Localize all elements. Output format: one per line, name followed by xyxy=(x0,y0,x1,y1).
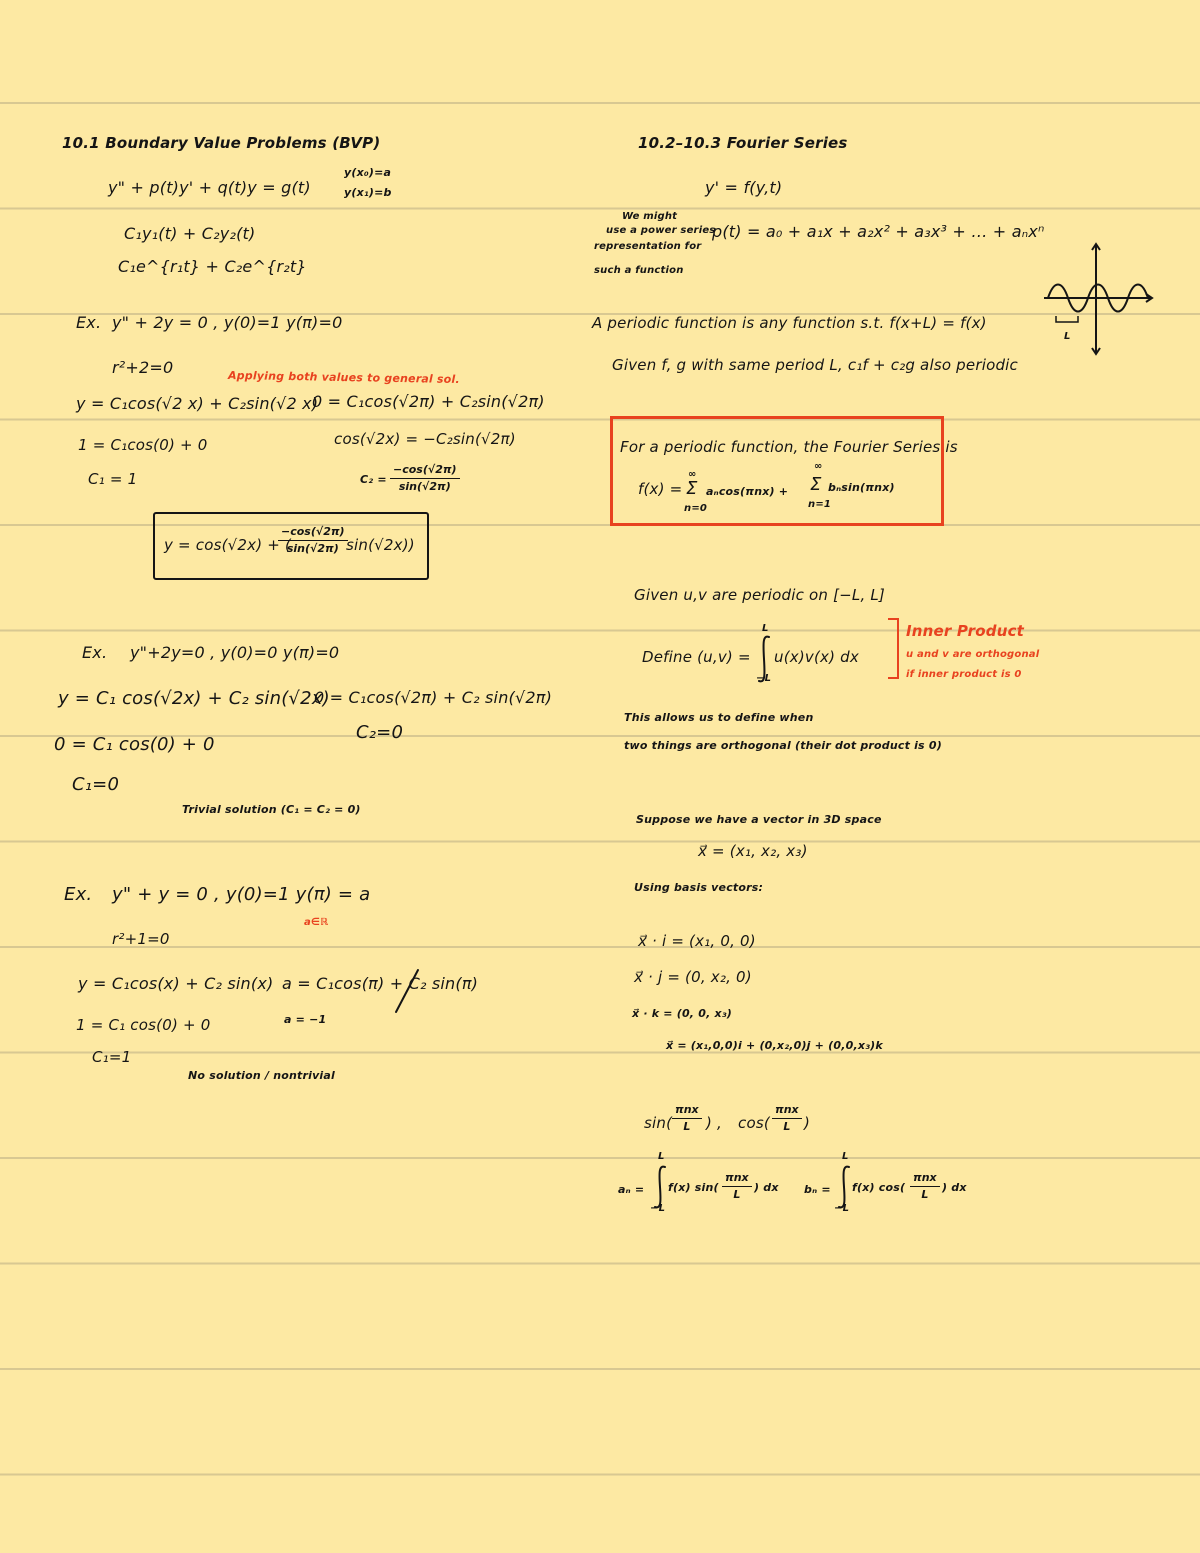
bn-denominator: L xyxy=(921,1188,929,1202)
bn-lower-limit: −L xyxy=(834,1203,850,1214)
example-1-c2-fraction xyxy=(390,464,460,493)
basis-i: x⃗ · i = (x₁, 0, 0) xyxy=(638,932,756,950)
example-3-general-solution: y = C₁cos(x) + C₂ sin(x) xyxy=(78,974,274,993)
inner-product-upper-limit: L xyxy=(762,623,769,634)
cos-basis-denominator: L xyxy=(783,1120,791,1134)
inner-product-title: Inner Product xyxy=(906,622,1025,640)
sin-basis-numerator: πnx xyxy=(672,1104,702,1119)
basis-intro: Using basis vectors: xyxy=(634,881,764,894)
an-integrand-start: f(x) sin( xyxy=(668,1181,719,1194)
example-1-final-numerator: −cos(√2π) xyxy=(278,526,348,541)
example-2-general-solution: y = C₁ cos(√2x) + C₂ sin(√2x) xyxy=(58,688,330,709)
example-1-final-rhs: sin(√2x)) xyxy=(346,536,415,554)
example-3-bc-zero: 1 = C₁ cos(0) + 0 xyxy=(76,1016,211,1034)
an-integrand-end: ) dx xyxy=(754,1181,779,1194)
side-note-line-2: use a power series xyxy=(606,225,716,236)
cos-basis-lhs: cos( xyxy=(738,1114,770,1132)
example-3-label: Ex. xyxy=(64,884,93,905)
example-1-final-fraction xyxy=(278,526,348,555)
inner-product-integrand: u(x)v(x) dx xyxy=(774,648,859,666)
inner-product-define: Define (u,v) = xyxy=(642,648,751,666)
section-heading-fourier: 10.2–10.3 Fourier Series xyxy=(638,134,848,152)
strike-through-mark xyxy=(392,966,422,1016)
section-heading-bvp: 10.1 Boundary Value Problems (BVP) xyxy=(62,134,381,152)
inner-product-orthogonal-note-2: if inner product is 0 xyxy=(906,669,1022,680)
example-3-a-value: a = −1 xyxy=(284,1013,327,1026)
sin-basis-lhs: sin( xyxy=(644,1114,673,1132)
given-u-v-periodic: Given u,v are periodic on [−L, L] xyxy=(634,586,885,604)
bn-lhs: bₙ = xyxy=(804,1183,831,1196)
periodic-function-definition: A periodic function is any function s.t. f(x+L) = f(x) xyxy=(592,314,987,332)
example-1-general-solution: y = C₁cos(√2 x) + C₂sin(√2 x) xyxy=(76,394,319,413)
an-denominator: L xyxy=(733,1188,741,1202)
bn-numerator: πnx xyxy=(910,1172,940,1187)
red-bracket xyxy=(884,616,906,682)
periodic-linear-combination: Given f, g with same period L, c₁f + c₂g also periodic xyxy=(612,356,1018,374)
sum-2-sigma: Σ xyxy=(810,474,822,495)
vector-intro: Suppose we have a vector in 3D space xyxy=(636,813,882,826)
sin-basis-denominator: L xyxy=(683,1120,691,1134)
cosine-terms: aₙcos(πnx) + xyxy=(706,485,789,498)
general-solution-form: C₁y₁(t) + C₂y₂(t) xyxy=(124,224,256,243)
example-3-problem: y" + y = 0 , y(0)=1 y(π) = a xyxy=(112,884,371,905)
cos-basis-fraction xyxy=(772,1104,802,1133)
example-1-c1: C₁ = 1 xyxy=(88,470,138,488)
example-1-problem: y" + 2y = 0 , y(0)=1 y(π)=0 xyxy=(112,313,343,332)
example-1-c2-label: C₂ = xyxy=(360,473,387,486)
example-1-label: Ex. xyxy=(76,313,102,332)
side-note-line-3: representation for xyxy=(594,241,702,252)
power-series: p(t) = a₀ + a₁x + a₂x² + a₃x³ + … + aₙxⁿ xyxy=(712,222,1045,241)
example-1-bc-pi: 0 = C₁cos(√2π) + C₂sin(√2π) xyxy=(312,392,545,411)
basis-k: x⃗ · k = (0, 0, x₃) xyxy=(632,1007,733,1020)
basis-sum: x⃗ = (x₁,0,0)i + (0,x₂,0)j + (0,0,x₃)k xyxy=(666,1039,883,1052)
cos-basis-numerator: πnx xyxy=(772,1104,802,1119)
cos-basis-rhs: ) xyxy=(804,1114,811,1132)
example-1-red-note: Applying both values to general sol. xyxy=(227,368,460,387)
example-2-c2: C₂=0 xyxy=(356,722,404,743)
fourier-lhs: f(x) = xyxy=(638,480,683,498)
example-3-c1: C₁=1 xyxy=(92,1048,132,1066)
example-3-domain: a∈ℝ xyxy=(304,917,329,928)
example-2-c1: C₁=0 xyxy=(72,774,120,795)
an-fraction xyxy=(722,1172,752,1201)
first-order-ode: y' = f(y,t) xyxy=(705,178,783,197)
example-3-characteristic-eq: r²+1=0 xyxy=(112,930,170,948)
an-lower-limit: −L xyxy=(650,1203,666,1214)
exponential-solution-form: C₁e^{r₁t} + C₂e^{r₂t} xyxy=(118,257,307,276)
example-1-rearranged: cos(√2x) = −C₂sin(√2π) xyxy=(334,430,516,448)
example-3-bc-pi: a = C₁cos(π) + C₂ sin(π) xyxy=(282,974,479,993)
example-2-bc-zero: 0 = C₁ cos(0) + 0 xyxy=(54,734,215,755)
sum-2-upper: ∞ xyxy=(814,461,823,472)
example-3-note: No solution / nontrivial xyxy=(188,1069,335,1082)
boundary-condition-2: y(x₁)=b xyxy=(344,186,392,199)
an-upper-limit: L xyxy=(658,1151,665,1162)
sum-1-upper: ∞ xyxy=(688,469,697,480)
orthogonality-note-1: This allows us to define when xyxy=(624,711,814,724)
inner-product-lower-limit: −L xyxy=(756,673,772,684)
bn-integrand-start: f(x) cos( xyxy=(852,1181,906,1194)
example-1-c2-numerator: −cos(√2π) xyxy=(390,464,460,479)
boundary-condition-1: y(x₀)=a xyxy=(344,166,392,179)
period-label: L xyxy=(1064,331,1071,342)
example-2-label: Ex. xyxy=(82,643,108,662)
example-1-final-denominator: sin(√2π) xyxy=(286,542,339,556)
example-1-characteristic-eq: r²+2=0 xyxy=(112,358,174,377)
orthogonality-note-2: two things are orthogonal (their dot product is 0) xyxy=(624,739,942,752)
example-2-bc-pi: 0 = C₁cos(√2π) + C₂ sin(√2π) xyxy=(314,688,553,707)
side-note-line-4: such a function xyxy=(594,265,684,276)
sum-2-lower: n=1 xyxy=(808,499,832,510)
sin-basis-fraction xyxy=(672,1104,702,1133)
example-1-c2-denominator: sin(√2π) xyxy=(398,480,451,494)
bn-integrand-end: ) dx xyxy=(942,1181,967,1194)
sum-1-lower: n=0 xyxy=(684,503,708,514)
side-note-line-1: We might xyxy=(622,211,678,222)
example-1-final-lhs: y = cos(√2x) + ( xyxy=(164,536,292,554)
example-2-note: Trivial solution (C₁ = C₂ = 0) xyxy=(182,803,361,816)
example-1-bc-zero: 1 = C₁cos(0) + 0 xyxy=(78,436,208,454)
bn-fraction xyxy=(910,1172,940,1201)
sum-1-sigma: Σ xyxy=(686,478,698,499)
general-ode: y" + p(t)y' + q(t)y = g(t) xyxy=(108,178,311,197)
inner-product-orthogonal-note-1: u and v are orthogonal xyxy=(906,649,1040,660)
periodic-wave-sketch xyxy=(1040,240,1160,360)
sin-basis-rhs: ) , xyxy=(706,1114,722,1132)
an-lhs: aₙ = xyxy=(618,1183,645,1196)
an-numerator: πnx xyxy=(722,1172,752,1187)
fourier-series-highlight-box xyxy=(610,416,944,526)
sine-terms: bₙsin(πnx) xyxy=(828,481,895,494)
vector-definition: x⃗ = (x₁, x₂, x₃) xyxy=(698,842,808,860)
example-2-problem: y"+2y=0 , y(0)=0 y(π)=0 xyxy=(130,643,340,662)
basis-j: x⃗ · j = (0, x₂, 0) xyxy=(634,968,752,986)
fourier-box-intro: For a periodic function, the Fourier Series is xyxy=(620,438,958,456)
bn-upper-limit: L xyxy=(842,1151,849,1162)
